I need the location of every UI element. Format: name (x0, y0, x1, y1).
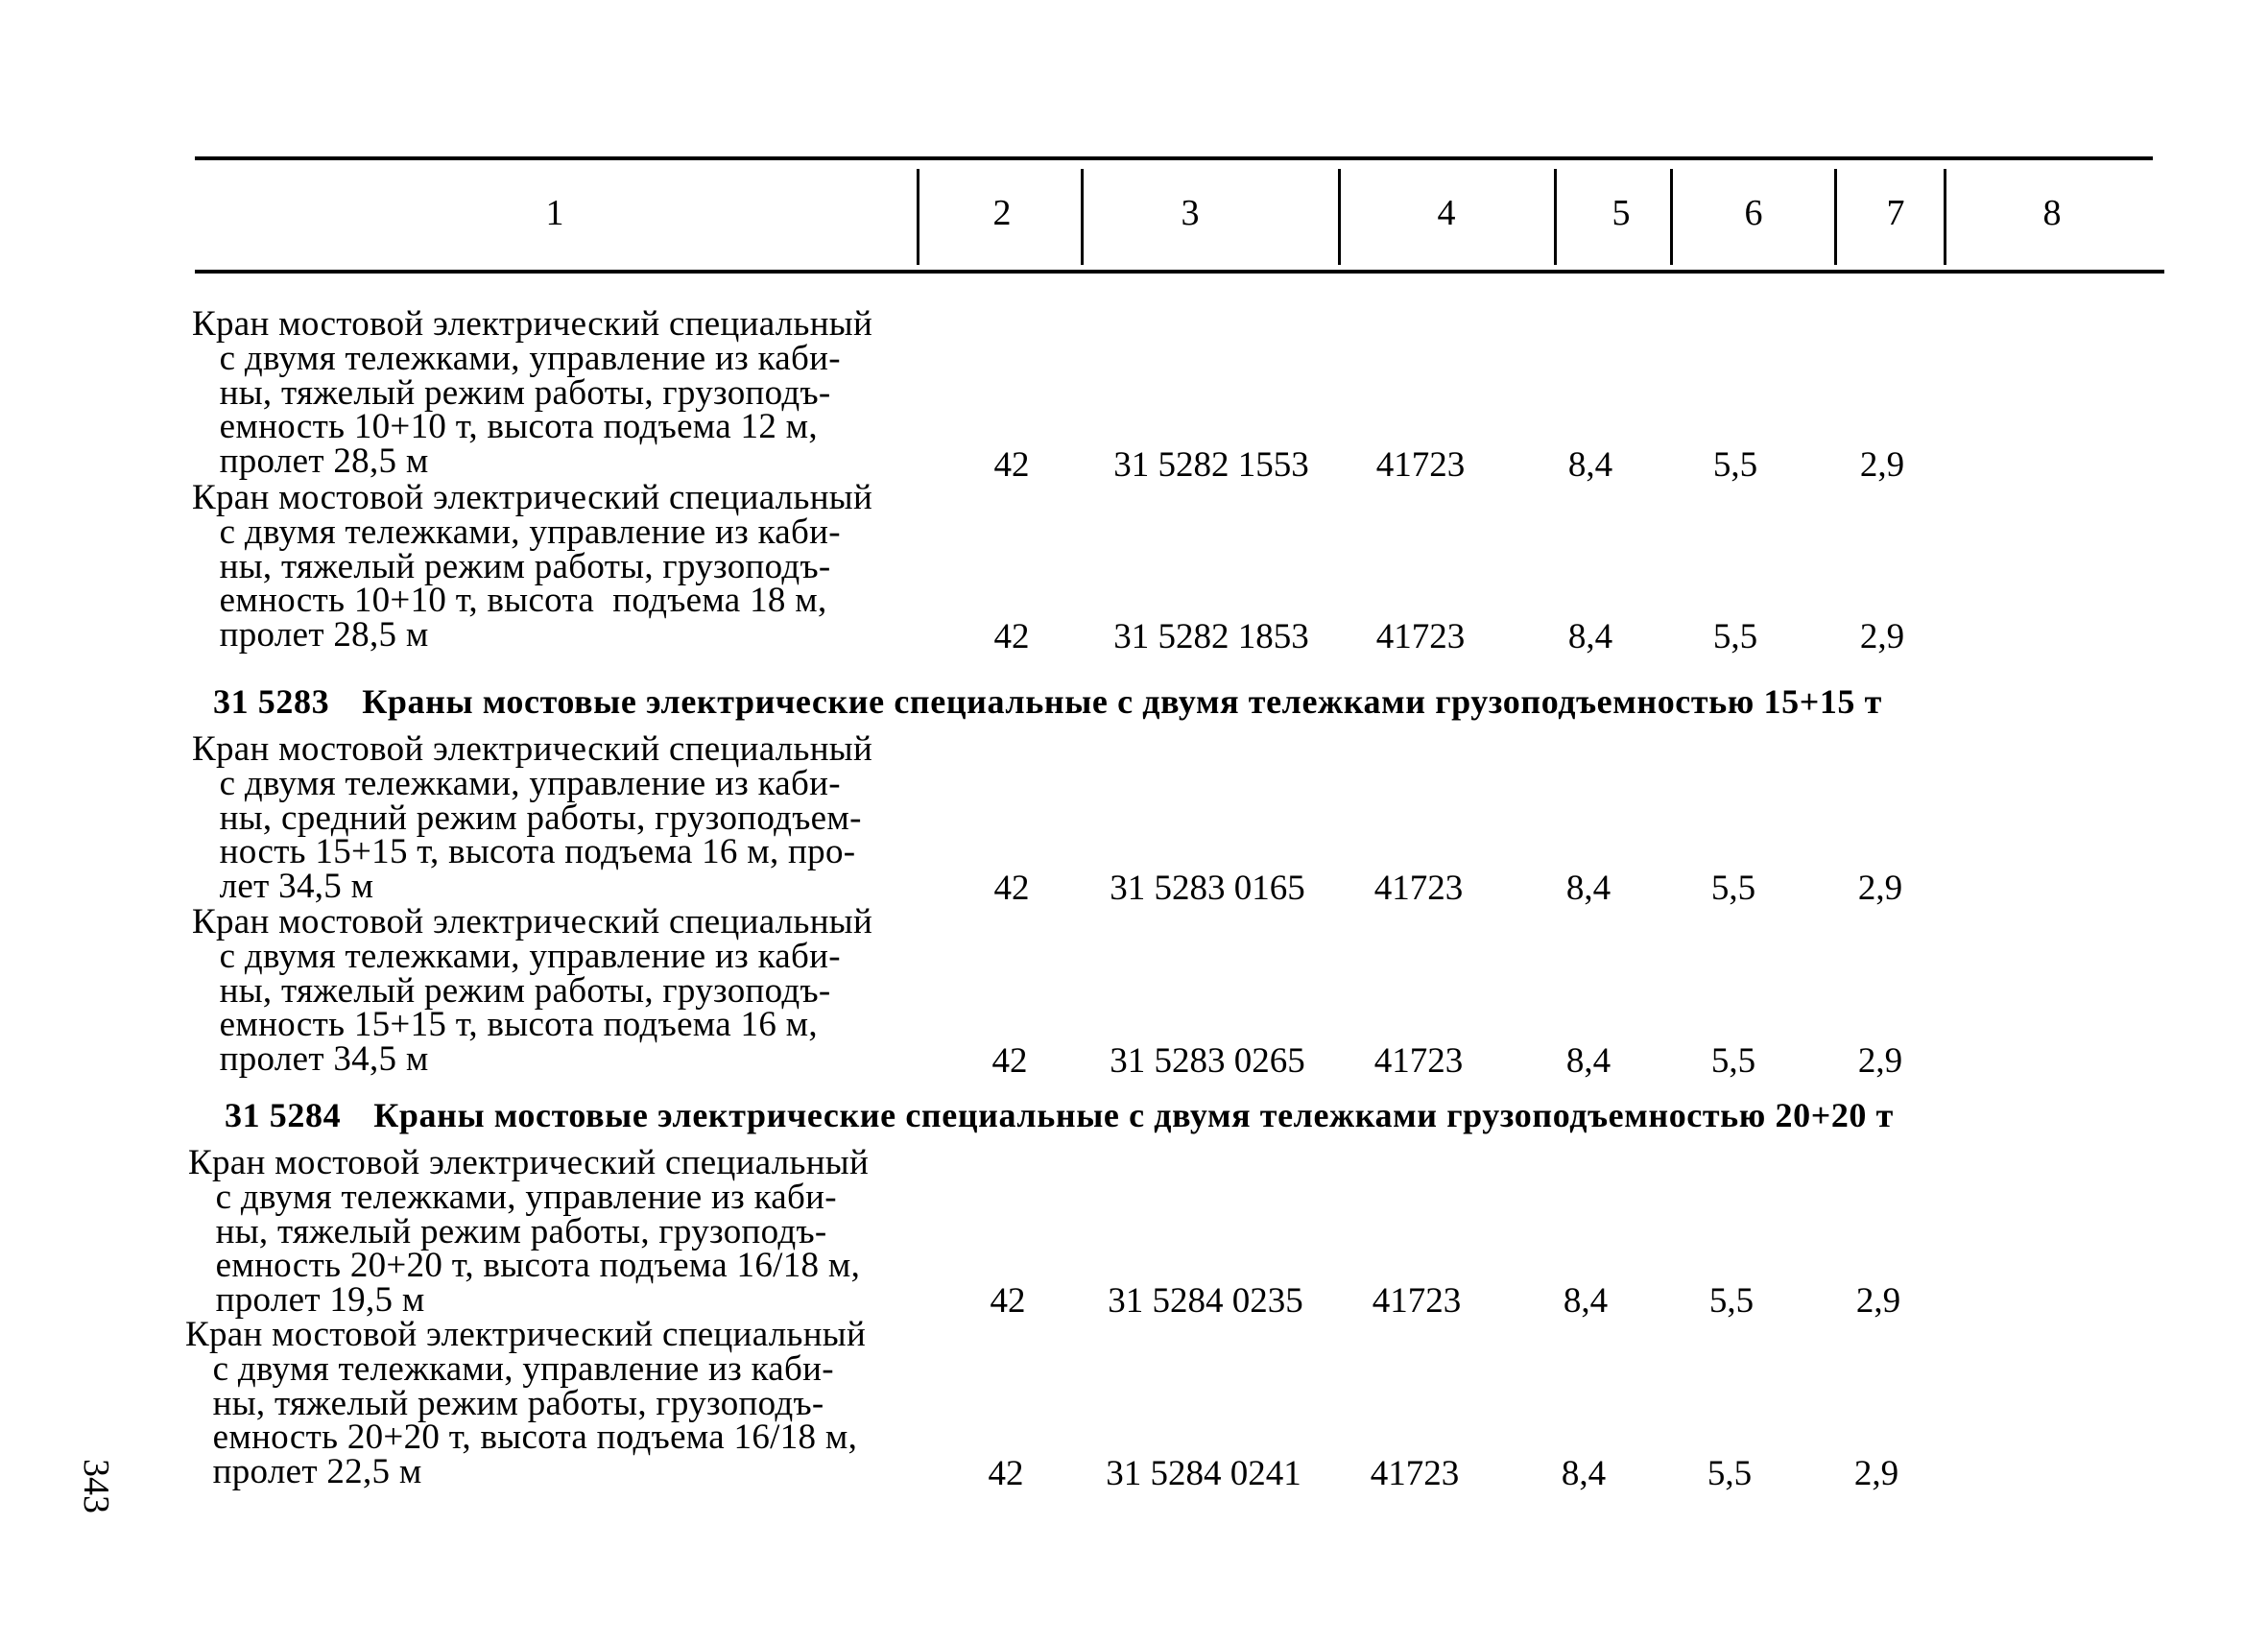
section-title: Краны мостовые электрические специальные с двумя тележками грузоподъемностью 15+15 т (362, 682, 1882, 721)
cell-col5: 8,4 (1567, 445, 1613, 485)
cell-col2: 42 (990, 1281, 1026, 1321)
cell-col7: 2,9 (1857, 869, 1903, 908)
crane-description: Кран мостовой электрический специальный с двумя тележками, управление из каби- ны, тяжелый режим работы, грузоподъ- емность 20+20 т, высота подъема 16/18 м, пролет 22,5 м (185, 1315, 867, 1492)
column-header-2: 2 (992, 193, 1012, 233)
cell-code: 31 5282 1553 (1113, 445, 1309, 485)
column-separator (1338, 169, 1341, 265)
crane-description: Кран мостовой электрический специальный с двумя тележками, управление из каби- ны, тяжелый режим работы, грузоподъ- емность 20+20 т, высота подъема 16/18 м, пролет 19,5 м (188, 1143, 870, 1321)
section-heading (213, 682, 1882, 721)
cell-col2: 42 (993, 445, 1030, 485)
header-bottom-rule (195, 270, 2164, 274)
cell-code: 31 5283 0265 (1110, 1041, 1305, 1081)
cell-col4: 41723 (1370, 1454, 1460, 1493)
column-header-4: 4 (1437, 193, 1456, 233)
cell-code: 31 5284 0241 (1106, 1454, 1301, 1493)
section-title: Краны мостовые электрические специальные с двумя тележками грузоподъемностью 20+20 т (373, 1096, 1894, 1134)
crane-description: Кран мостовой электрический специальный с двумя тележками, управление из каби- ны, тяжелый режим работы, грузоподъ- емность 10+10 т, высота подъема 18 м, пролет 28,5 м (192, 478, 873, 655)
crane-description: Кран мостовой электрический специальный с двумя тележками, управление из каби- ны, средний режим работы, грузоподъем- ность 15+15 т, высота подъема 16 м, про- лет 34,5 м (192, 729, 873, 907)
cell-col2: 42 (991, 1041, 1028, 1081)
header-top-rule (195, 156, 2153, 160)
cell-col7: 2,9 (1859, 445, 1905, 485)
cell-col7: 2,9 (1859, 617, 1905, 656)
cell-col5: 8,4 (1565, 1041, 1611, 1081)
cell-code: 31 5284 0235 (1108, 1281, 1303, 1321)
column-header-1: 1 (545, 193, 564, 233)
cell-col4: 41723 (1375, 445, 1466, 485)
column-header-7: 7 (1886, 193, 1905, 233)
cell-col4: 41723 (1375, 617, 1466, 656)
cell-col4: 41723 (1373, 1041, 1464, 1081)
cell-col4: 41723 (1372, 1281, 1462, 1321)
cell-col7: 2,9 (1857, 1041, 1903, 1081)
cell-col2: 42 (988, 1454, 1024, 1493)
cell-col5: 8,4 (1561, 1454, 1607, 1493)
cell-code: 31 5282 1853 (1113, 617, 1309, 656)
column-separator (1944, 169, 1946, 265)
cell-col6: 5,5 (1708, 1281, 1755, 1321)
cell-col7: 2,9 (1853, 1454, 1899, 1493)
cell-col6: 5,5 (1710, 869, 1756, 908)
cell-col6: 5,5 (1712, 617, 1758, 656)
column-header-6: 6 (1744, 193, 1763, 233)
cell-col5: 8,4 (1565, 869, 1611, 908)
column-header-8: 8 (2042, 193, 2062, 233)
crane-description: Кран мостовой электрический специальный с двумя тележками, управление из каби- ны, тяжелый режим работы, грузоподъ- емность 15+15 т, высота подъема 16 м, пролет 34,5 м (192, 902, 873, 1080)
cell-col7: 2,9 (1855, 1281, 1901, 1321)
column-separator (1081, 169, 1084, 265)
section-code: 31 5284 (225, 1096, 342, 1134)
column-header-5: 5 (1611, 193, 1631, 233)
crane-description: Кран мостовой электрический специальный с двумя тележками, управление из каби- ны, тяжелый режим работы, грузоподъ- емность 10+10 т, высота подъема 12 м, пролет 28,5 м (192, 304, 873, 482)
cell-col5: 8,4 (1563, 1281, 1609, 1321)
cell-col5: 8,4 (1567, 617, 1613, 656)
column-header-3: 3 (1181, 193, 1200, 233)
cell-col4: 41723 (1373, 869, 1464, 908)
column-separator (1834, 169, 1837, 265)
column-separator (1554, 169, 1557, 265)
section-code: 31 5283 (213, 682, 330, 721)
column-separator (917, 169, 919, 265)
cell-col2: 42 (993, 869, 1030, 908)
section-heading (225, 1096, 1894, 1134)
column-separator (1670, 169, 1673, 265)
cell-col2: 42 (993, 617, 1030, 656)
cell-col6: 5,5 (1710, 1041, 1756, 1081)
cell-code: 31 5283 0165 (1110, 869, 1305, 908)
cell-col6: 5,5 (1707, 1454, 1753, 1493)
page-number: 343 (76, 1459, 116, 1513)
cell-col6: 5,5 (1712, 445, 1758, 485)
